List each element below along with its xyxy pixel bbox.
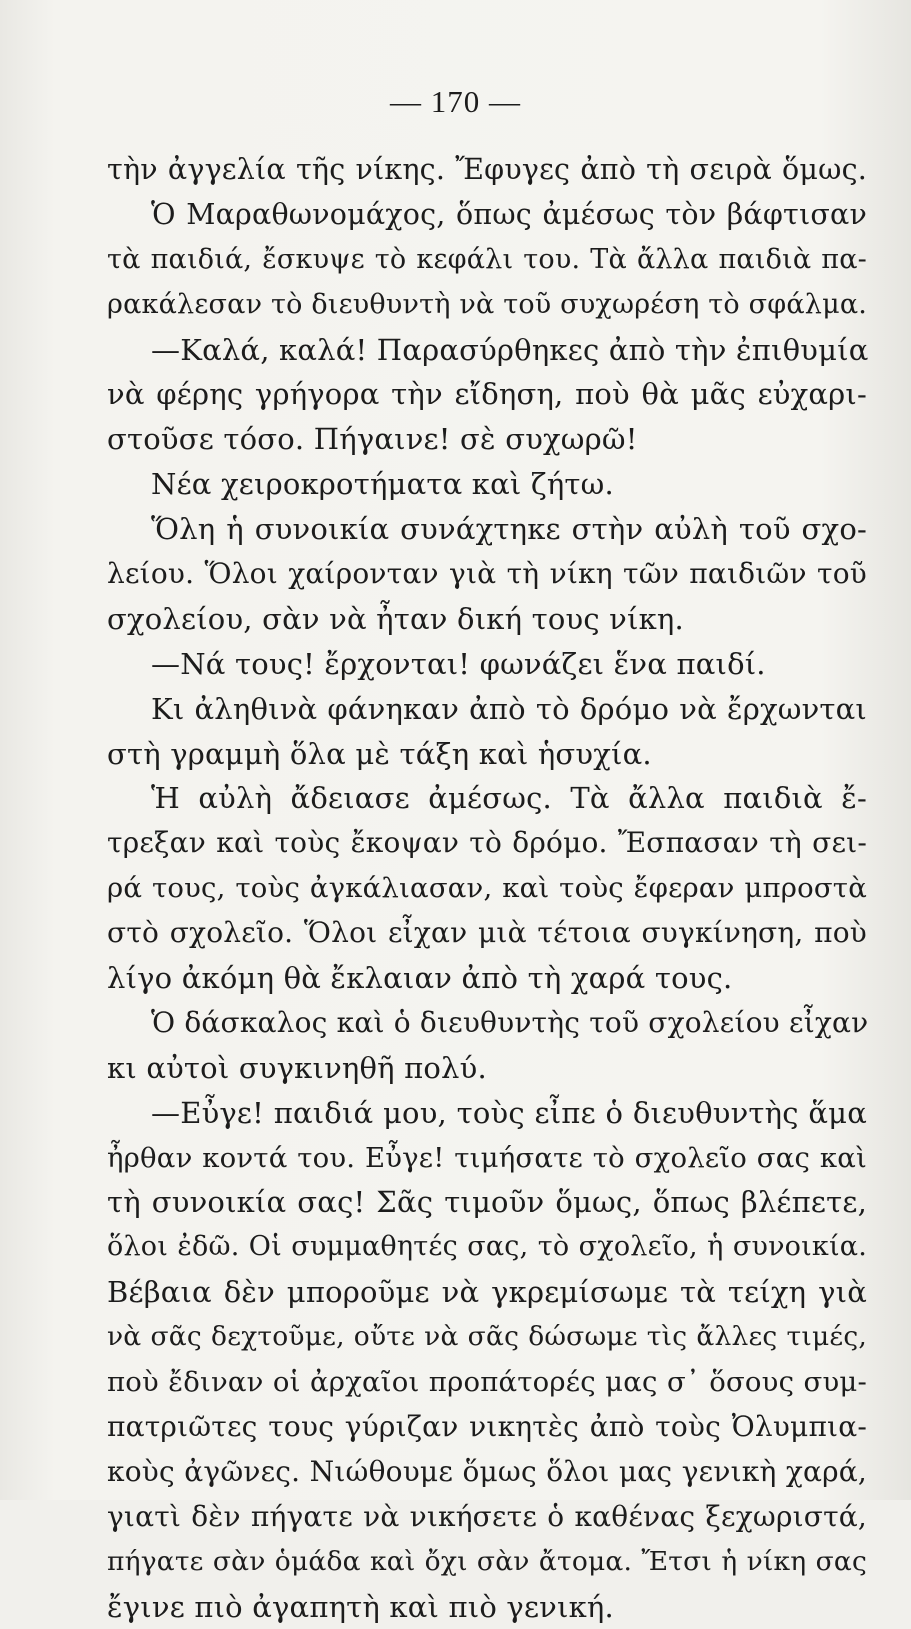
- text-line: ρακάλεσαν τὸ διευθυντὴ νὰ τοῦ συχωρέση τὸ σφάλμα.: [107, 283, 867, 328]
- text-line: Ὁ Μαραθωνομάχος, ὅπως ἀμέσως τὸν βάφτισαν: [107, 193, 867, 238]
- text-line: τὴ συνοικία σας! Σᾶς τιμοῦν ὅμως, ὅπως βλέπετε,: [107, 1180, 867, 1225]
- text-line: Νέα χειροκροτήματα καὶ ζήτω.: [107, 462, 867, 507]
- text-line: λείου. Ὅλοι χαίρονταν γιὰ τὴ νίκη τῶν παιδιῶν τοῦ: [107, 552, 867, 597]
- text-line: γιατὶ δὲν πήγατε νὰ νικήσετε ὁ καθένας ξεχωριστά,: [107, 1495, 867, 1540]
- text-line: στὸ σχολεῖο. Ὅλοι εἶχαν μιὰ τέτοια συγκίνηση, ποὺ: [107, 911, 867, 956]
- text-line: νὰ σᾶς δεχτοῦμε, οὔτε νὰ σᾶς δώσωμε τὶς ἄλλες τιμές,: [107, 1315, 867, 1360]
- text-line: ὅλοι ἐδῶ. Οἱ συμμαθητές σας, τὸ σχολεῖο, ἡ συνοικία.: [107, 1225, 867, 1270]
- text-line: πατριῶτες τους γύριζαν νικητὲς ἀπὸ τοὺς Ὀλυμπια-: [107, 1405, 867, 1450]
- text-line: κι αὐτοὶ συγκινηθῆ πολύ.: [107, 1046, 867, 1091]
- text-line: νὰ φέρης γρήγορα τὴν εἴδηση, ποὺ θὰ μᾶς εὐχαρι-: [107, 372, 867, 417]
- text-line: Ὁ δάσκαλος καὶ ὁ διευθυντὴς τοῦ σχολείου εἶχαν: [107, 1001, 867, 1046]
- text-line: Ὅλη ἡ συνοικία συνάχτηκε στὴν αὐλὴ τοῦ σχο-: [107, 507, 867, 552]
- text-line: ἔγινε πιὸ ἀγαπητὴ καὶ πιὸ γενική.: [107, 1585, 867, 1629]
- text-line: Κι ἀληθινὰ φάνηκαν ἀπὸ τὸ δρόμο νὰ ἔρχωνται: [107, 687, 867, 732]
- text-line: —Καλά, καλά! Παρασύρθηκες ἀπὸ τὴν ἐπιθυμία: [107, 328, 867, 373]
- page-number: — 170 —: [0, 84, 911, 120]
- text-line: λίγο ἀκόμη θὰ ἔκλαιαν ἀπὸ τὴ χαρά τους.: [107, 956, 867, 1001]
- body-text: [107, 148, 867, 1629]
- text-line: κοὺς ἀγῶνες. Νιώθουμε ὅμως ὅλοι μας γενικὴ χαρά,: [107, 1450, 867, 1495]
- text-line: ποὺ ἔδιναν οἱ ἀρχαῖοι προπάτορές μας σ᾽ ὅσους συμ-: [107, 1360, 867, 1405]
- text-line: —Νά τους! ἔρχονται! φωνάζει ἕνα παιδί.: [107, 642, 867, 687]
- text-line: στοῦσε τόσο. Πήγαινε! σὲ συχωρῶ!: [107, 417, 867, 462]
- text-line: πήγατε σὰν ὁμάδα καὶ ὄχι σὰν ἄτομα. Ἔτσι ἡ νίκη σας: [107, 1540, 867, 1585]
- text-line: ἦρθαν κοντά του. Εὖγε! τιμήσατε τὸ σχολεῖο σας καὶ: [107, 1136, 867, 1181]
- text-line: Ἡ αὐλὴ ἄδειασε ἀμέσως. Τὰ ἄλλα παιδιὰ ἔ-: [107, 776, 867, 821]
- text-line: σχολείου, σὰν νὰ ἦταν δική τους νίκη.: [107, 597, 867, 642]
- text-line: —Εὖγε! παιδιά μου, τοὺς εἶπε ὁ διευθυντὴς ἅμα: [107, 1091, 867, 1136]
- text-line: στὴ γραμμὴ ὅλα μὲ τάξη καὶ ἡσυχία.: [107, 732, 867, 777]
- text-line: τρεξαν καὶ τοὺς ἔκοψαν τὸ δρόμο. Ἔσπασαν τὴ σει-: [107, 821, 867, 866]
- text-line: Βέβαια δὲν μποροῦμε νὰ γκρεμίσωμε τὰ τείχη γιὰ: [107, 1270, 867, 1315]
- text-line: τὰ παιδιά, ἔσκυψε τὸ κεφάλι του. Τὰ ἄλλα παιδιὰ πα-: [107, 238, 867, 283]
- text-line: τὴν ἀγγελία τῆς νίκης. Ἔφυγες ἀπὸ τὴ σειρὰ ὅμως.: [107, 148, 867, 193]
- text-line: ρά τους, τοὺς ἀγκάλιασαν, καὶ τοὺς ἔφεραν μπροστὰ: [107, 866, 867, 911]
